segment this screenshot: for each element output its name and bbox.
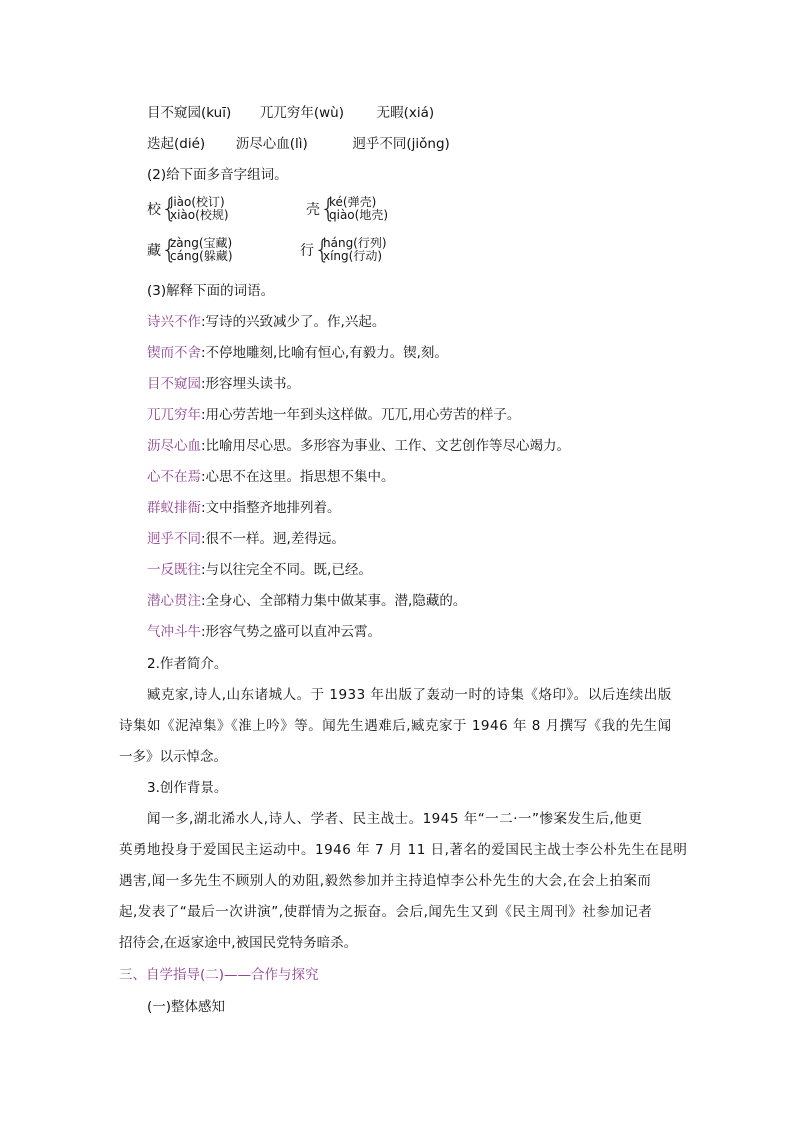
- author-paragraph-line: 诗集如《泥淖集》《淮上吟》等。闻先生遇难后,臧克家于 1946 年 8 月撰写《我的先生闻: [119, 718, 672, 734]
- polyphone-char: 藏: [147, 243, 161, 259]
- background-paragraph-line: 闻一多,湖北浠水人,诗人、学者、民主战士。1945 年“一二·一”惨案发生后,他更: [147, 811, 643, 827]
- polyphone-char: 行: [300, 243, 314, 259]
- polyphone-reading: ké(弹壳): [329, 195, 377, 209]
- author-title: 2.作者简介。: [147, 656, 228, 672]
- definition-term: 沥尽心血: [147, 438, 201, 454]
- polyphone-char: 校: [147, 202, 161, 218]
- definition-term: 群蚁排衙: [147, 500, 201, 516]
- definition-text: :很不一样。迥,差得远。: [201, 531, 345, 547]
- background-paragraph-line: 招待会,在返家途中,被国民党特务暗杀。: [119, 935, 358, 951]
- section-3-title: (3)解释下面的词语。: [147, 283, 275, 299]
- polyphone-reading: cáng(躲藏): [170, 249, 233, 263]
- polyphone-reading: zàng(宝藏): [170, 236, 233, 250]
- polyphone-char: 壳: [306, 202, 320, 218]
- polyphone-reading: qiào(地壳): [329, 208, 389, 222]
- pinyin-item: 无暇(xiá): [376, 105, 435, 121]
- polyphone-reading: xiào(校规): [170, 208, 229, 222]
- brace-icon: {: [320, 194, 337, 224]
- definition-text: :心思不在这里。指思想不集中。: [201, 469, 395, 485]
- definition-item: [147, 468, 395, 486]
- definition-term: 潜心贯注: [147, 593, 201, 609]
- definition-text: :与以往完全不同。既,已经。: [201, 562, 372, 578]
- section-2-title: (2)给下面多音字组词。: [147, 167, 288, 183]
- pinyin-item: 迭起(dié): [147, 136, 206, 152]
- definition-item: [147, 561, 372, 579]
- definition-item: [147, 344, 448, 362]
- pinyin-item: 沥尽心血(lì): [235, 136, 308, 152]
- definition-text: :形容气势之盛可以直冲云霄。: [201, 624, 382, 640]
- definition-item: [147, 623, 381, 641]
- background-paragraph-line: 英勇地投身于爱国民主运动中。1946 年 7 月 11 日,著名的爱国民主战士李公朴先生在昆明: [119, 842, 688, 858]
- pinyin-item: 兀兀穷年(wù): [259, 105, 344, 121]
- polyphone-reading: jiào(校订): [170, 195, 225, 209]
- section-heading: 三、自学指导(二)——合作与探究: [119, 967, 319, 983]
- definition-term: 诗兴不作: [147, 314, 201, 330]
- pinyin-row-2: [147, 135, 450, 153]
- definition-text: :写诗的兴致减少了。作,兴起。: [201, 314, 386, 330]
- definition-term: 迥乎不同: [147, 531, 201, 547]
- brace-icon: {: [161, 194, 178, 224]
- definition-item: [147, 375, 300, 393]
- definition-term: 一反既往: [147, 562, 201, 578]
- polyphone-reading: háng(行列): [323, 236, 387, 250]
- background-paragraph-line: 遇害,闻一多先生不顾别人的劝阻,毅然参加并主持追悼李公朴先生的大会,在会上拍案而: [119, 873, 652, 889]
- definition-item: [147, 313, 385, 331]
- pinyin-item: 迥乎不同(jiǒng): [352, 136, 450, 152]
- pinyin-row-1: [147, 104, 434, 122]
- definition-text: :形容埋头读书。: [201, 376, 301, 392]
- author-paragraph-line: 一多》以示悼念。: [119, 749, 227, 765]
- author-paragraph-line: 臧克家,诗人,山东诸城人。于 1933 年出版了轰动一时的诗集《烙印》。以后连续出版: [147, 687, 672, 703]
- definition-item: [147, 530, 345, 548]
- definition-text: :不停地雕刻,比喻有恒心,有毅力。锲,刻。: [201, 345, 448, 361]
- definition-text: :用心劳苦地一年到头这样做。兀兀,用心劳苦的样子。: [201, 407, 521, 423]
- definition-item: [147, 437, 570, 455]
- background-title: 3.创作背景。: [147, 780, 228, 796]
- polyphone-reading: xíng(行动): [323, 249, 383, 263]
- definition-item: [147, 406, 520, 424]
- definition-term: 目不窥园: [147, 376, 201, 392]
- definition-text: :比喻用尽心思。多形容为事业、工作、文艺创作等尽心竭力。: [201, 438, 571, 454]
- pinyin-item: 目不窥园(kuī): [147, 105, 232, 121]
- brace-icon: {: [314, 235, 331, 265]
- definition-term: 心不在焉: [147, 469, 201, 485]
- background-paragraph-line: 起,发表了“最后一次讲演”,使群情为之振奋。会后,闻先生又到《民主周刊》社参加记者: [119, 904, 653, 920]
- definition-item: [147, 499, 341, 517]
- subsection-title: (一)整体感知: [147, 999, 226, 1015]
- definition-text: :全身心、全部精力集中做某事。潜,隐藏的。: [201, 593, 467, 609]
- definition-term: 兀兀穷年: [147, 407, 201, 423]
- definition-item: [147, 592, 466, 610]
- definition-text: :文中指整齐地排列着。: [201, 500, 341, 516]
- definition-term: 气冲斗牛: [147, 624, 201, 640]
- brace-icon: {: [161, 235, 178, 265]
- definition-term: 锲而不舍: [147, 345, 201, 361]
